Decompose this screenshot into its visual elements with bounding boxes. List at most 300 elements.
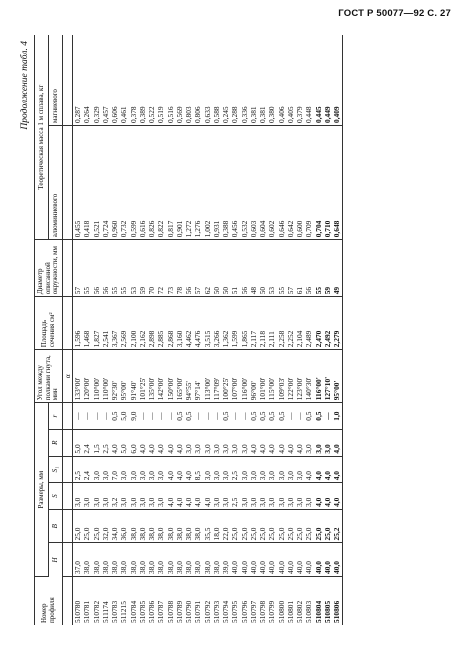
table-body — [73, 35, 342, 625]
cell-B: 25,2 — [332, 509, 342, 543]
cell-angle: 96°00' — [249, 350, 258, 403]
cell-H: 38,0 — [138, 543, 147, 577]
cell-mass-mg: 0,449 — [323, 35, 332, 126]
cell-r: — — [83, 403, 92, 430]
table-row — [268, 35, 277, 625]
cell-r: 0,5 — [277, 403, 286, 430]
cell-diameter: 55 — [83, 240, 92, 297]
cell-S: 3,0 — [73, 483, 83, 510]
cell-S1: 2,4 — [83, 456, 92, 483]
cell-diameter: 57 — [194, 240, 203, 297]
cell-H: 38,0 — [175, 543, 184, 577]
cell-area: 1,599 — [231, 297, 240, 350]
cell-B: 38,0 — [157, 509, 166, 543]
cell-mass-mg: 0,336 — [240, 35, 249, 126]
cell-r: — — [138, 403, 147, 430]
cell-S: 3,0 — [258, 483, 267, 510]
cell-diameter: 53 — [129, 240, 138, 297]
cell-profile: 510793 — [211, 600, 221, 623]
cell-mass-mg: 0,380 — [268, 35, 277, 126]
col-diameter: Диаметр описанной окружности, мм — [35, 240, 63, 297]
cell-mass-mg: 0,287 — [73, 35, 83, 126]
cell-H: 38,0 — [83, 543, 92, 577]
cell-S1: 3,0 — [295, 456, 304, 483]
cell-profile: 510786 — [147, 600, 157, 623]
table-row — [129, 35, 138, 625]
cell-S: 3,0 — [305, 483, 314, 510]
cell-S: 4,0 — [175, 483, 184, 510]
cell-area: 2,162 — [138, 297, 147, 350]
cell-S1: 3,0 — [268, 456, 277, 483]
cell-diameter: 78 — [175, 240, 184, 297]
cell-angle: 107°00' — [231, 350, 240, 403]
cell-mass-mg: 0,633 — [203, 35, 212, 126]
cell-R: 5,0 — [120, 429, 129, 456]
cell-area: 1,596 — [73, 297, 83, 350]
cell-B: 25,0 — [268, 509, 277, 543]
table-row — [92, 35, 101, 625]
cell-profile: 510792 — [202, 600, 212, 623]
cell-angle: 101°25' — [138, 350, 147, 403]
cell-S1: 8,5 — [194, 456, 203, 483]
cell-B: 25,0 — [305, 509, 314, 543]
cell-angle: 100°25' — [221, 350, 230, 403]
cell-S: 3,0 — [286, 483, 295, 510]
cell-angle: 117°09' — [212, 350, 221, 403]
cell-B: 34,0 — [110, 509, 119, 543]
cell-mass-al: 0,901 — [175, 126, 184, 240]
cell-diameter: 55 — [314, 240, 323, 297]
cell-profile: 510783 — [110, 600, 120, 623]
cell-S: 4,0 — [184, 483, 193, 510]
cell-H: 40,0 — [240, 543, 249, 577]
cell-S: 3,0 — [240, 483, 249, 510]
cell-area: 2,489 — [305, 297, 314, 350]
cell-H: 40,0 — [277, 543, 286, 577]
cell-r: 1,0 — [332, 403, 342, 430]
col-B: B — [49, 509, 63, 543]
cell-S: 3,0 — [212, 483, 221, 510]
cell-r: — — [323, 403, 332, 430]
cell-diameter: 72 — [157, 240, 166, 297]
cell-angle: 94°55' — [184, 350, 193, 403]
cell-B: 32,0 — [101, 509, 110, 543]
cell-r: 5,0 — [120, 403, 129, 430]
cell-angle: 95°00' — [332, 350, 342, 403]
cell-mass-al: 0,600 — [295, 126, 304, 240]
cell-S1: 3,0 — [203, 456, 212, 483]
cell-B: 18,0 — [212, 509, 221, 543]
cell-angle: 135°00' — [147, 350, 156, 403]
cell-diameter: 51 — [231, 240, 240, 297]
cell-angle: 140°30' — [305, 350, 314, 403]
cell-S: 3,0 — [138, 483, 147, 510]
cell-H: 40,0 — [286, 543, 295, 577]
col-H: H — [49, 543, 63, 577]
cell-profile: 510800 — [276, 600, 286, 623]
cell-mass-mg: 0,405 — [286, 35, 295, 126]
cell-angle: 142°00' — [157, 350, 166, 403]
cell-H: 40,0 — [323, 543, 332, 577]
cell-area: 3,266 — [212, 297, 221, 350]
cell-profile: 510790 — [184, 600, 194, 623]
cell-S1: 4,0 — [175, 456, 184, 483]
cell-area: 4,476 — [194, 297, 203, 350]
rotated-table-container — [20, 35, 440, 625]
cell-diameter: 62 — [203, 240, 212, 297]
cell-R: 4,0 — [295, 429, 304, 456]
cell-diameter: 70 — [147, 240, 156, 297]
cell-B: 25,0 — [249, 509, 258, 543]
cell-mass-al: 0,418 — [83, 126, 92, 240]
cell-diameter: 48 — [249, 240, 258, 297]
table-row — [73, 35, 83, 625]
table-row — [138, 35, 147, 625]
table-row — [83, 35, 92, 625]
cell-r: — — [147, 403, 156, 430]
col-r: r — [49, 403, 63, 430]
cell-profile: 510805 — [322, 600, 332, 623]
cell-B: 35,5 — [203, 509, 212, 543]
cell-B: 38,0 — [194, 509, 203, 543]
cell-profile: 510804 — [313, 600, 323, 623]
cell-S1: 3,0 — [101, 456, 110, 483]
cell-R: 4,0 — [258, 429, 267, 456]
col-angle: Угол между полками гнута, мин — [35, 350, 63, 403]
cell-mass-al: 0,724 — [101, 126, 110, 240]
cell-area: 2,492 — [323, 297, 332, 350]
cell-B: 38,0 — [184, 509, 193, 543]
cell-S: 3,0 — [120, 483, 129, 510]
cell-r: — — [101, 403, 110, 430]
cell-mass-mg: 0,445 — [314, 35, 323, 126]
cell-S1: 3,0 — [147, 456, 156, 483]
cell-profile: 510806 — [332, 577, 342, 626]
cell-profile: 510784 — [128, 600, 138, 623]
cell-area: 1,827 — [92, 297, 101, 350]
cell-mass-al: 0,599 — [129, 126, 138, 240]
cell-angle: 115°00' — [268, 350, 277, 403]
table-row — [203, 35, 212, 625]
table-row — [120, 35, 129, 625]
cell-profile: 510780 — [73, 600, 83, 623]
cell-R: 3,0 — [305, 429, 314, 456]
cell-R: 4,0 — [138, 429, 147, 456]
cell-mass-al: 0,616 — [138, 126, 147, 240]
cell-mass-mg: 0,329 — [92, 35, 101, 126]
cell-H: 38,0 — [92, 543, 101, 577]
cell-R: 4,0 — [286, 429, 295, 456]
cell-S1: 2,5 — [73, 456, 83, 483]
cell-S1: 2,5 — [231, 456, 240, 483]
cell-H: 40,0 — [268, 543, 277, 577]
cell-area: 2,279 — [332, 297, 342, 350]
cell-mass-al: 0,455 — [73, 126, 83, 240]
table-row — [332, 35, 342, 625]
cell-H: 40,0 — [249, 543, 258, 577]
cell-mass-mg: 0,457 — [101, 35, 110, 126]
cell-profile: 510785 — [137, 600, 147, 623]
cell-H: 40,0 — [314, 543, 323, 577]
cell-R: 4,0 — [110, 429, 119, 456]
cell-mass-al: 0,960 — [110, 126, 119, 240]
cell-diameter: 50 — [212, 240, 221, 297]
table-row — [323, 35, 332, 625]
cell-r: — — [212, 403, 221, 430]
table-row — [184, 35, 193, 625]
cell-diameter: 53 — [268, 240, 277, 297]
cell-r: 0,5 — [268, 403, 277, 430]
cell-angle: 116°00' — [314, 350, 323, 403]
cell-diameter: 56 — [184, 240, 193, 297]
cell-mass-mg: 0,381 — [249, 35, 258, 126]
cell-S1: 3,0 — [138, 456, 147, 483]
cell-area: 2,100 — [129, 297, 138, 350]
cell-B: 38,0 — [175, 509, 184, 543]
cell-mass-mg: 0,569 — [175, 35, 184, 126]
cell-area: 1,468 — [83, 297, 92, 350]
cell-S1: 3,0 — [277, 456, 286, 483]
cell-r: — — [92, 403, 101, 430]
cell-mass-mg: 0,406 — [277, 35, 286, 126]
cell-mass-mg: 0,381 — [258, 35, 267, 126]
cell-H: 40,0 — [332, 543, 342, 577]
cell-angle: 110°00' — [101, 350, 110, 403]
cell-diameter: 59 — [138, 240, 147, 297]
cell-H: 40,0 — [295, 543, 304, 577]
cell-S: 3,0 — [221, 483, 230, 510]
cell-S1: 7,0 — [110, 456, 119, 483]
cell-area: 3,160 — [175, 297, 184, 350]
cell-R: 3,0 — [184, 429, 193, 456]
table-row — [240, 35, 249, 625]
cell-B: 25,0 — [323, 509, 332, 543]
cell-mass-al: 0,704 — [314, 126, 323, 240]
cell-S: 4,0 — [203, 483, 212, 510]
col-profile: Номер профиля — [35, 577, 63, 626]
cell-profile: 510803 — [304, 600, 314, 623]
cell-H: 39,0 — [221, 543, 230, 577]
cell-R: 5,0 — [73, 429, 83, 456]
cell-S: 4,0 — [314, 483, 323, 510]
cell-area: 2,104 — [295, 297, 304, 350]
cell-S1: 3,0 — [221, 456, 230, 483]
cell-profile: 510794 — [221, 600, 231, 623]
cell-area: 2,252 — [286, 297, 295, 350]
cell-mass-al: 0,521 — [92, 126, 101, 240]
cell-S: 4,0 — [332, 483, 342, 510]
cell-H: 38,0 — [129, 543, 138, 577]
table-row — [277, 35, 286, 625]
cell-S: 3,0 — [101, 483, 110, 510]
cell-R: 3,0 — [212, 429, 221, 456]
cell-mass-mg: 0,522 — [147, 35, 156, 126]
col-R: R — [49, 429, 63, 456]
cell-B: 25,0 — [286, 509, 295, 543]
cell-mass-al: 0,648 — [332, 126, 342, 240]
cell-S1: 3,0 — [249, 456, 258, 483]
cell-area: 1,362 — [221, 297, 230, 350]
cell-B: 25,0 — [240, 509, 249, 543]
cell-R: 3,0 — [314, 429, 323, 456]
cell-mass-mg: 0,379 — [295, 35, 304, 126]
cell-mass-mg: 0,378 — [129, 35, 138, 126]
cell-r: — — [203, 403, 212, 430]
cell-angle: 127°10' — [323, 350, 332, 403]
cell-r: — — [295, 403, 304, 430]
cell-r: — — [166, 403, 175, 430]
cell-H: 40,0 — [305, 543, 314, 577]
cell-angle: 101°00' — [258, 350, 267, 403]
cell-S1: 3,0 — [92, 456, 101, 483]
cell-mass-mg: 0,806 — [194, 35, 203, 126]
cell-diameter: 56 — [305, 240, 314, 297]
cell-diameter: 56 — [92, 240, 101, 297]
cell-B: 25,0 — [92, 509, 101, 543]
cell-mass-al: 0,646 — [277, 126, 286, 240]
cell-S: 4,0 — [323, 483, 332, 510]
table-caption: Продолжение табл. 4 — [20, 41, 30, 130]
cell-mass-mg: 0,409 — [332, 35, 342, 126]
cell-profile: 510799 — [267, 600, 277, 623]
cell-S: 3,0 — [157, 483, 166, 510]
cell-area: 2,118 — [258, 297, 267, 350]
table-row — [305, 35, 314, 625]
cell-profile: 510791 — [193, 600, 203, 623]
cell-B: 38,0 — [166, 509, 175, 543]
cell-R: 3,0 — [240, 429, 249, 456]
cell-mass-mg: 0,264 — [83, 35, 92, 126]
cell-mass-al: 0,602 — [268, 126, 277, 240]
cell-mass-mg: 0,588 — [212, 35, 221, 126]
cell-mass-al: 0,603 — [249, 126, 258, 240]
cell-area: 3,367 — [110, 297, 119, 350]
cell-mass-al: 0,604 — [258, 126, 267, 240]
cell-S: 4,0 — [194, 483, 203, 510]
table-row — [110, 35, 119, 625]
cell-mass-al: 0,532 — [240, 126, 249, 240]
table-row — [221, 35, 230, 625]
cell-S: 3,2 — [110, 483, 119, 510]
cell-mass-mg: 0,245 — [221, 35, 230, 126]
cell-mass-mg: 0,606 — [110, 35, 119, 126]
cell-profile: 511215 — [119, 601, 129, 623]
cell-R: 4,0 — [249, 429, 258, 456]
cell-diameter: 55 — [277, 240, 286, 297]
cell-S: 3,0 — [83, 483, 92, 510]
cell-H: 38,0 — [203, 543, 212, 577]
cell-mass-mg: 0,288 — [231, 35, 240, 126]
cell-area: 3,515 — [203, 297, 212, 350]
cell-mass-al: 0,710 — [323, 126, 332, 240]
cell-r: 0,5 — [249, 403, 258, 430]
cell-S: 3,0 — [92, 483, 101, 510]
cell-mass-mg: 0,461 — [120, 35, 129, 126]
cell-area: 1,865 — [240, 297, 249, 350]
table-row — [101, 35, 110, 625]
col-mass-mg: магниевого — [49, 35, 63, 126]
cell-profile: 510781 — [82, 600, 92, 623]
cell-H: 38,0 — [147, 543, 156, 577]
cell-R: 4,0 — [268, 429, 277, 456]
cell-R: 4,0 — [332, 429, 342, 456]
table-row — [157, 35, 166, 625]
cell-S: 3,0 — [277, 483, 286, 510]
cell-area: 2,885 — [157, 297, 166, 350]
cell-S1: 3,0 — [240, 456, 249, 483]
cell-H: 38,0 — [184, 543, 193, 577]
cell-R: 3,0 — [221, 429, 230, 456]
table-row — [295, 35, 304, 625]
cell-mass-al: 0,931 — [212, 126, 221, 240]
cell-S1: 3,0 — [286, 456, 295, 483]
cell-area: 2,117 — [249, 297, 258, 350]
cell-S1: 4,0 — [314, 456, 323, 483]
cell-angle: 97°14' — [194, 350, 203, 403]
cell-diameter: 55 — [110, 240, 119, 297]
cell-profile: 510802 — [295, 600, 305, 623]
cell-mass-mg: 0,519 — [157, 35, 166, 126]
cell-r: 0,5 — [184, 403, 193, 430]
cell-angle: 91°40' — [129, 350, 138, 403]
cell-R: 4,0 — [157, 429, 166, 456]
table-row — [212, 35, 221, 625]
angle-unit: α — [63, 350, 73, 403]
cell-S: 3,0 — [249, 483, 258, 510]
cell-mass-al: 1,272 — [184, 126, 193, 240]
cell-H: 38,0 — [120, 543, 129, 577]
col-mass-group: Теоретическая масса 1 м сплава, кг — [35, 35, 49, 240]
cell-S1: 4,0 — [184, 456, 193, 483]
cell-R: 4,0 — [175, 429, 184, 456]
table-row — [314, 35, 323, 625]
cell-mass-al: 0,817 — [166, 126, 175, 240]
cell-r: 0,5 — [314, 403, 323, 430]
cell-S1: 3,0 — [157, 456, 166, 483]
cell-mass-al: 0,826 — [147, 126, 156, 240]
cell-diameter: 49 — [332, 240, 342, 297]
cell-mass-mg: 0,448 — [305, 35, 314, 126]
cell-mass-al: 0,732 — [120, 126, 129, 240]
cell-diameter: 57 — [286, 240, 295, 297]
cell-angle: 150°00' — [166, 350, 175, 403]
cell-mass-mg: 0,803 — [184, 35, 193, 126]
cell-mass-mg: 0,516 — [166, 35, 175, 126]
cell-profile: 510787 — [156, 600, 166, 623]
cell-S1: 4,0 — [166, 456, 175, 483]
cell-B: 25,0 — [231, 509, 240, 543]
cell-S: 3,0 — [129, 483, 138, 510]
cell-profile: 511174 — [100, 601, 110, 623]
cell-H: 38,0 — [212, 543, 221, 577]
cell-diameter: 56 — [101, 240, 110, 297]
cell-H: 38,0 — [166, 543, 175, 577]
cell-r: 0,5 — [221, 403, 230, 430]
cell-S: 2,5 — [231, 483, 240, 510]
cell-B: 38,0 — [138, 509, 147, 543]
cell-mass-al: 1,002 — [203, 126, 212, 240]
cell-r: — — [157, 403, 166, 430]
cell-area: 2,258 — [277, 297, 286, 350]
cell-diameter: 61 — [295, 240, 304, 297]
cell-H: 40,0 — [258, 543, 267, 577]
cell-S1: 4,0 — [323, 456, 332, 483]
cell-H: 37,0 — [73, 543, 83, 577]
cell-mass-al: 0,642 — [286, 126, 295, 240]
cell-r: — — [231, 403, 240, 430]
cell-angle: 120°00' — [83, 350, 92, 403]
col-S: S — [49, 483, 63, 510]
